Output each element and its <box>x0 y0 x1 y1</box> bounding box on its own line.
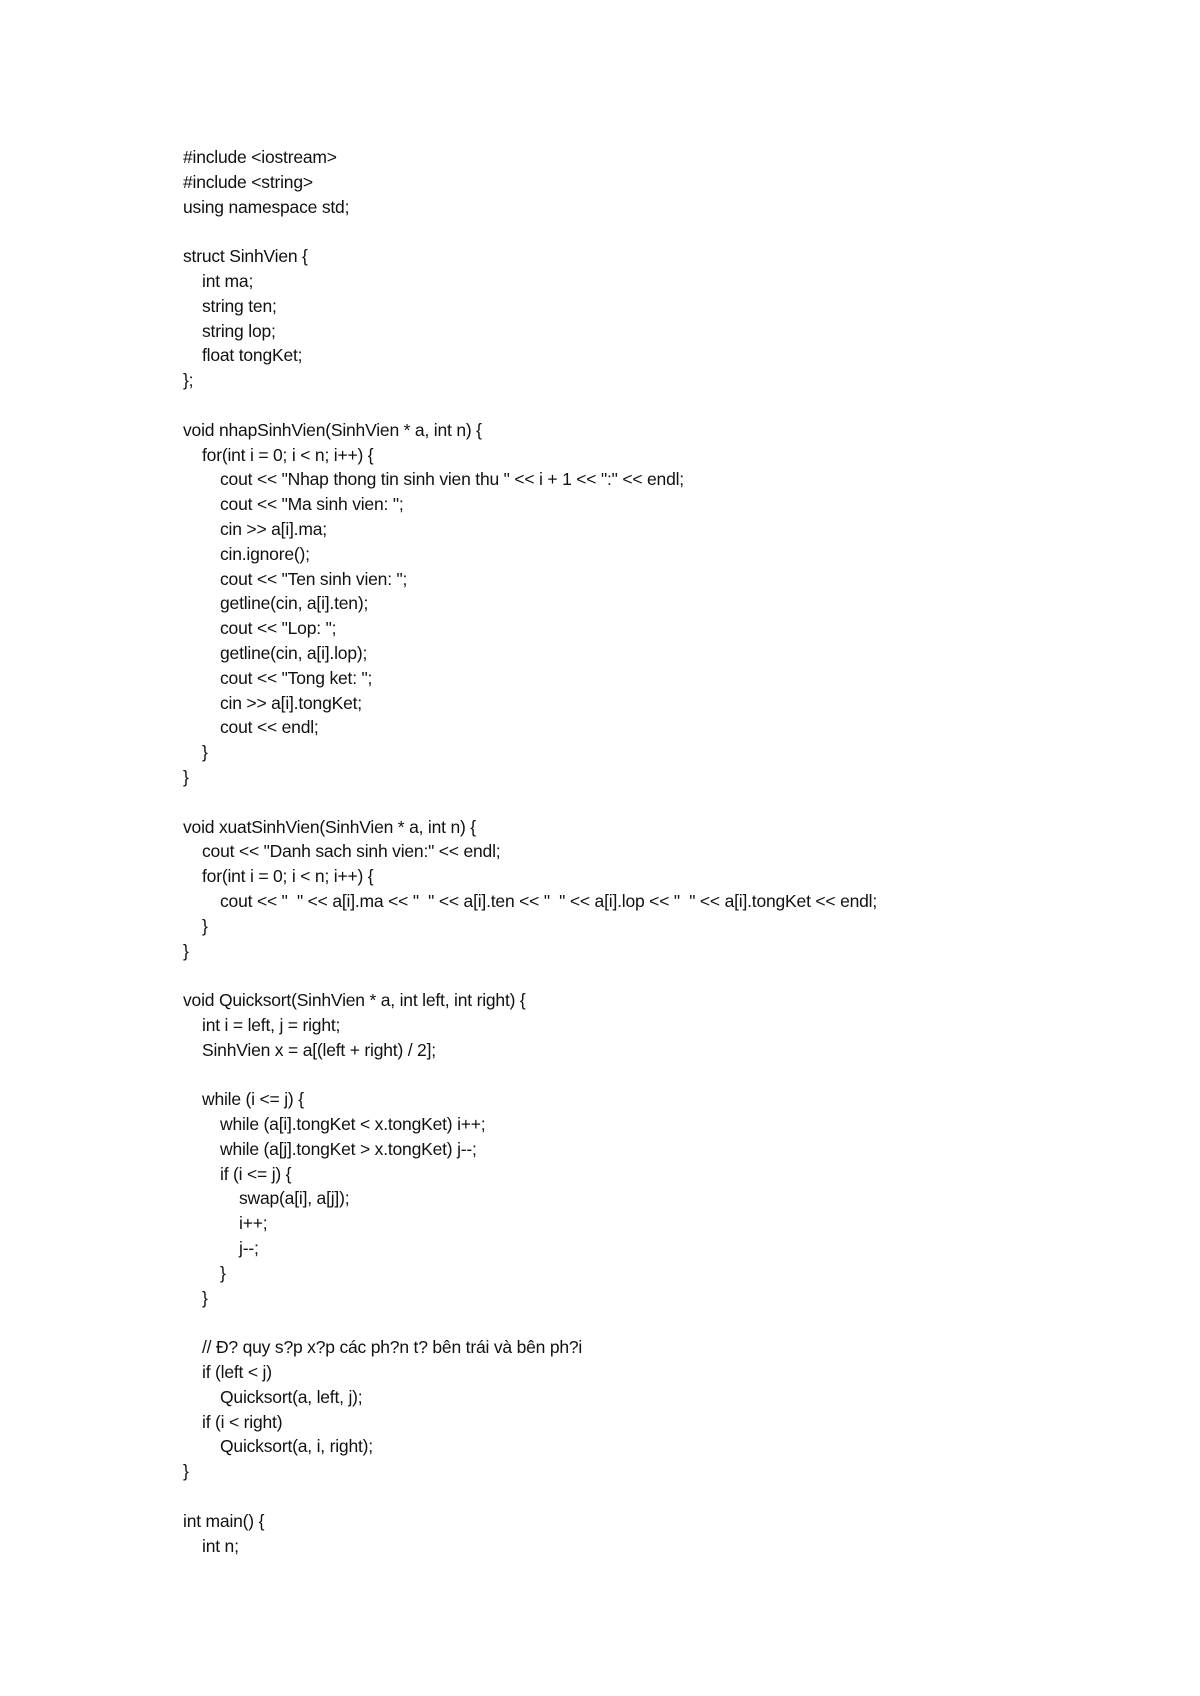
code-line: float tongKet; <box>202 345 303 366</box>
code-line: for(int i = 0; i < n; i++) { <box>202 866 374 887</box>
code-line: cin >> a[i].ma; <box>220 518 327 539</box>
code-line: while (i <= j) { <box>202 1089 304 1110</box>
code-line: swap(a[i], a[j]); <box>239 1188 350 1209</box>
code-line: cin.ignore(); <box>220 543 310 564</box>
code-line: cout << endl; <box>220 717 319 738</box>
code-line: i++; <box>239 1213 268 1234</box>
code-line: while (a[i].tongKet < x.tongKet) i++; <box>220 1114 486 1135</box>
code-listing <box>183 145 1163 1558</box>
code-line: if (i <= j) { <box>220 1163 292 1184</box>
code-line: cout << "Lop: "; <box>220 618 337 639</box>
code-line: #include <iostream> <box>183 147 337 167</box>
code-line: } <box>202 742 208 763</box>
code-line <box>183 1484 1163 1509</box>
code-line: int ma; <box>202 270 254 291</box>
code-line: j--; <box>239 1238 259 1259</box>
code-line: int i = left, j = right; <box>202 1014 341 1035</box>
code-line: } <box>220 1262 226 1283</box>
code-line: SinhVien x = a[(left + right) / 2]; <box>202 1039 436 1060</box>
code-line: if (left < j) <box>202 1362 272 1383</box>
code-line <box>183 219 1163 244</box>
code-line: void xuatSinhVien(SinhVien * a, int n) { <box>183 816 476 837</box>
code-line: Quicksort(a, i, right); <box>220 1436 373 1457</box>
code-line: struct SinhVien { <box>183 246 308 267</box>
code-line: cout << " " << a[i].ma << " " << a[i].ten << " " << a[i].lop << " " << a[i].tongKet << endl; <box>220 890 878 911</box>
code-line: while (a[j].tongKet > x.tongKet) j--; <box>220 1138 477 1159</box>
code-line: getline(cin, a[i].lop); <box>220 642 368 663</box>
code-line: getline(cin, a[i].ten); <box>220 593 369 614</box>
code-line: if (i < right) <box>202 1411 283 1432</box>
code-line: int n; <box>202 1535 239 1556</box>
code-line <box>183 790 1163 815</box>
code-line: Quicksort(a, left, j); <box>220 1386 363 1407</box>
code-line: cout << "Danh sach sinh vien:" << endl; <box>202 841 501 862</box>
code-line: string ten; <box>202 295 277 316</box>
code-line: }; <box>183 370 194 391</box>
code-line: cout << "Tong ket: "; <box>220 667 373 688</box>
code-line: using namespace std; <box>183 196 350 217</box>
code-line: cout << "Nhap thong tin sinh vien thu " << i + 1 << ":" << endl; <box>220 469 684 490</box>
code-line: cout << "Ten sinh vien: "; <box>220 568 408 589</box>
code-line: } <box>183 1461 189 1482</box>
code-line: string lop; <box>202 320 276 341</box>
code-line: } <box>202 915 208 936</box>
code-line <box>183 1062 1163 1087</box>
code-line: } <box>183 940 189 961</box>
code-line: cin >> a[i].tongKet; <box>220 692 362 713</box>
code-line <box>183 963 1163 988</box>
code-line: void Quicksort(SinhVien * a, int left, int right) { <box>183 990 526 1011</box>
code-line <box>183 1310 1163 1335</box>
code-line: } <box>183 766 189 787</box>
code-line: } <box>202 1287 208 1308</box>
code-line: int main() { <box>183 1510 265 1531</box>
code-line: void nhapSinhVien(SinhVien * a, int n) { <box>183 419 482 440</box>
code-comment-line: // Đ? quy s?p x?p các ph?n t? bên trái và bên ph?i <box>202 1337 583 1358</box>
code-line: cout << "Ma sinh vien: "; <box>220 494 404 515</box>
code-line: #include <string> <box>183 171 313 192</box>
code-line <box>183 393 1163 418</box>
code-line: for(int i = 0; i < n; i++) { <box>202 444 374 465</box>
